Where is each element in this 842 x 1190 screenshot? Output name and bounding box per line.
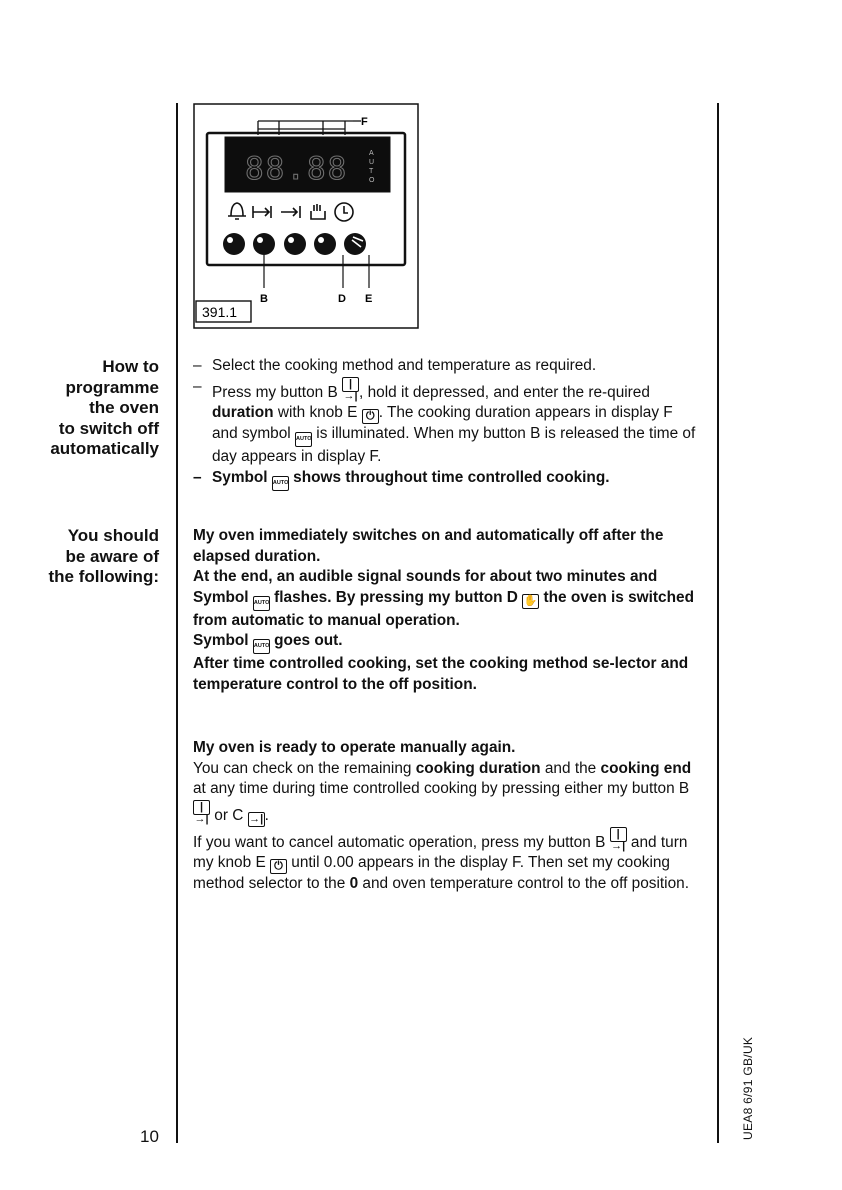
bell-icon xyxy=(228,203,246,219)
left-column-rule xyxy=(176,103,178,1143)
bullet-1: – Select the cooking method and temperature as required. xyxy=(193,357,597,374)
knob-icon: ⏻ xyxy=(362,409,379,424)
bullet-3: – Symbol AUTO shows throughout time controlled cooking. xyxy=(212,468,697,491)
label-b: B xyxy=(260,293,268,305)
paragraph: Symbol AUTO goes out. xyxy=(193,631,697,654)
paragraph: My oven immediately switches on and automatically off after the elapsed duration. xyxy=(193,527,664,565)
duration-icon: |→| xyxy=(611,827,626,852)
auto-icon: AUTO xyxy=(272,476,289,491)
label-d: D xyxy=(338,293,346,305)
auto-icon: AUTO xyxy=(253,596,270,611)
heading-programme-auto-off: How to programme the oven to switch off automatically xyxy=(50,357,159,458)
end-time-icon xyxy=(281,206,300,218)
knob-b xyxy=(253,233,275,255)
auto-letter: T xyxy=(369,168,374,175)
knob-icon: ⏻ xyxy=(270,859,287,874)
manual-icon xyxy=(311,204,325,219)
knob-d xyxy=(314,233,336,255)
auto-icon: AUTO xyxy=(295,432,312,447)
auto-letter: U xyxy=(369,159,375,166)
paragraph: You can check on the remaining cooking duration and the cooking end at any time during time controlled cooking by pressing either my button B |→| or C →|. xyxy=(193,759,692,825)
auto-letter: A xyxy=(369,150,374,157)
paragraph: At the end, an audible signal sounds for about two minutes and Symbol AUTO flashes. By pressing my button D ✋ the oven is switched from automatic to manual operation. xyxy=(193,568,694,629)
paragraph: If you want to cancel automatic operation, press my button B |→| and turn my knob E ⏻ until 0.00 appears in the display F. Then set my cooking method selector to the 0 and oven temperature control to the off position. xyxy=(193,827,689,893)
label-f: F xyxy=(361,116,368,128)
heading-be-aware: You should be aware of the following: xyxy=(48,526,159,586)
paragraph: After time controlled cooking, set the cooking method se-lector and temperature control to the off position. xyxy=(193,655,689,693)
control-panel-diagram xyxy=(193,103,419,329)
knob-e xyxy=(344,233,366,255)
document-code: UEA8 6/91 GB/UK xyxy=(741,1036,755,1140)
auto-letter: O xyxy=(369,177,375,184)
section-manual-again xyxy=(193,738,697,895)
auto-icon: AUTO xyxy=(253,639,270,654)
section-awareness xyxy=(193,526,697,696)
duration-icon xyxy=(253,206,271,218)
knob-c xyxy=(284,233,306,255)
end-time-icon: →| xyxy=(249,812,264,825)
right-column-rule xyxy=(717,103,719,1143)
figure-number: 391.1 xyxy=(202,304,238,320)
display-digits: 88.88 xyxy=(245,151,349,187)
duration-icon: |→| xyxy=(194,800,209,825)
page-number: 10 xyxy=(140,1127,159,1146)
knob-a xyxy=(223,233,245,255)
duration-icon: |→| xyxy=(343,377,358,402)
section-instructions xyxy=(193,356,697,491)
label-e: E xyxy=(365,293,373,305)
bullet-2: – Press my button B |→|, hold it depressed, and enter the re-quired duration with knob E ⏻ . The cooking duration appears in display F and symbol AUTO is illuminated. When my button B is released the time of day appears in display F. xyxy=(193,377,696,466)
manual-icon: ✋ xyxy=(523,594,538,607)
paragraph: My oven is ready to operate manually again. xyxy=(193,739,516,756)
